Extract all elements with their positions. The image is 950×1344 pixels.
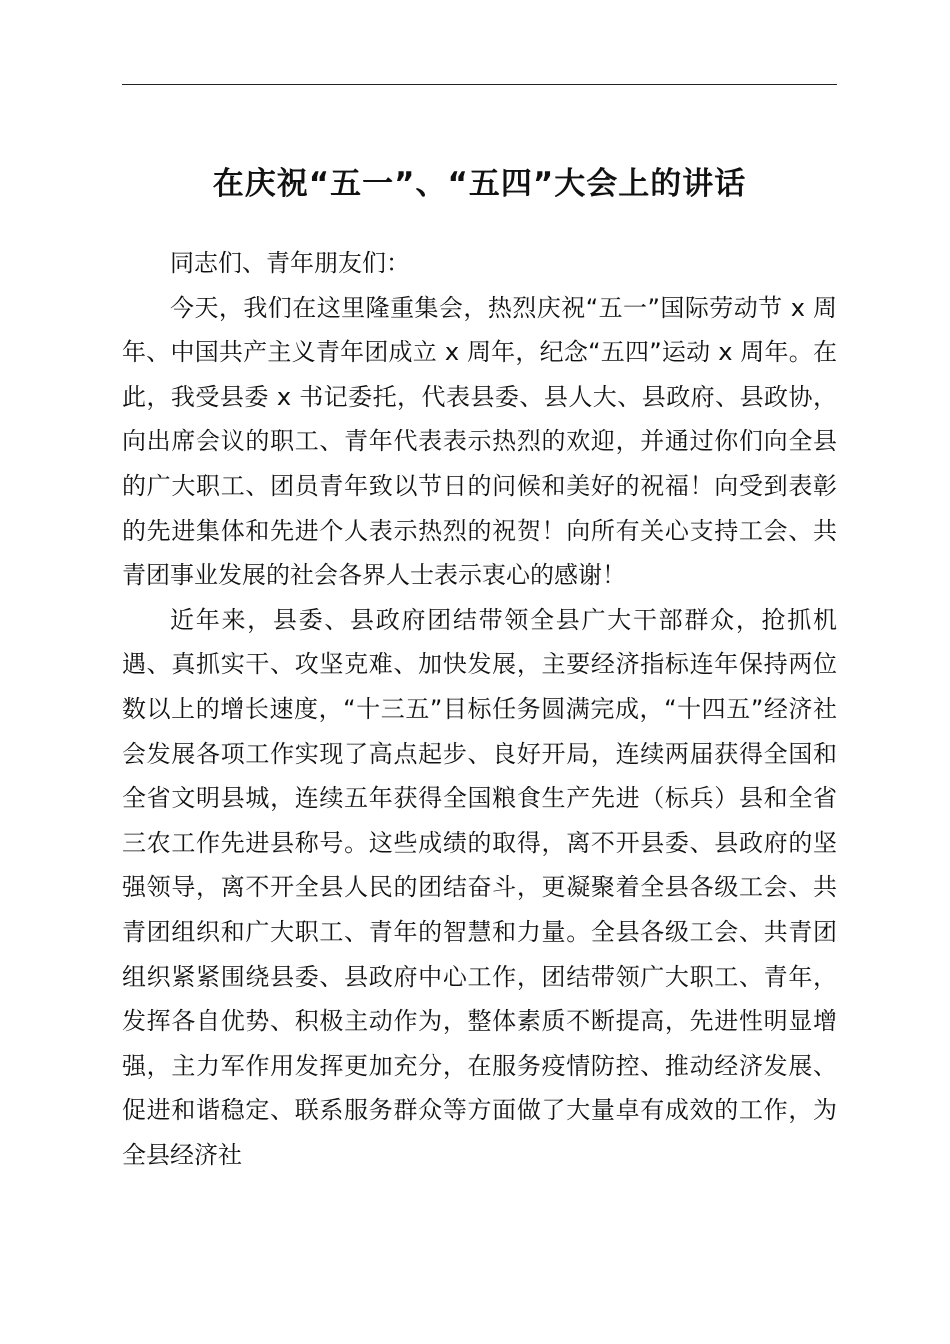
document-body (122, 241, 837, 1177)
document-title: 在庆祝“五一”、“五四”大会上的讲话 (212, 166, 747, 202)
header-rule (122, 84, 837, 85)
salutation: 同志们、青年朋友们： (170, 249, 410, 277)
paragraph-2: 近年来，县委、县政府团结带领全县广大干部群众，抢抓机遇、真抓实干、攻坚克难、加快发展，主要经济指标连年保持两位数以上的增长速度，“十三五”目标任务圆满完成，“十四五”经济社会发展各项工作实现了高点起步、良好开局，连续两届获得全国和全省文明县城，连续五年获得全国粮食生产先进（标兵）县和全省三农工作先进县称号。这些成绩的取得，离不开县委、县政府的坚强领导，离不开全县人民的团结奋斗，更凝聚着全县各级工会、共青团组织和广大职工、青年的智慧和力量。全县各级工会、共青团组织紧紧围绕县委、县政府中心工作，团结带领广大职工、青年，发挥各自优势、积极主动作为，整体素质不断提高，先进性明显增强，主力军作用发挥更加充分，在服务疫情防控、推动经济发展、促进和谐稳定、联系服务群众等方面做了大量卓有成效的工作，为全县经济社 (122, 605, 837, 1169)
paragraph-1: 今天，我们在这里隆重集会，热烈庆祝“五一”国际劳动节 x 周年、中国共产主义青年团成立 x 周年，纪念“五四”运动 x 周年。在此，我受县委 x 书记委托，代表县委、县人大、县政府、县政协，向出席会议的职工、青年代表表示热烈的欢迎，并通过你们向全县的广大职工、团员青年致以节日的问候和美好的祝福！向受到表彰的先进集体和先进个人表示热烈的祝贺！向所有关心支持工会、共青团事业发展的社会各界人士表示衷心的感谢！ (122, 293, 837, 590)
